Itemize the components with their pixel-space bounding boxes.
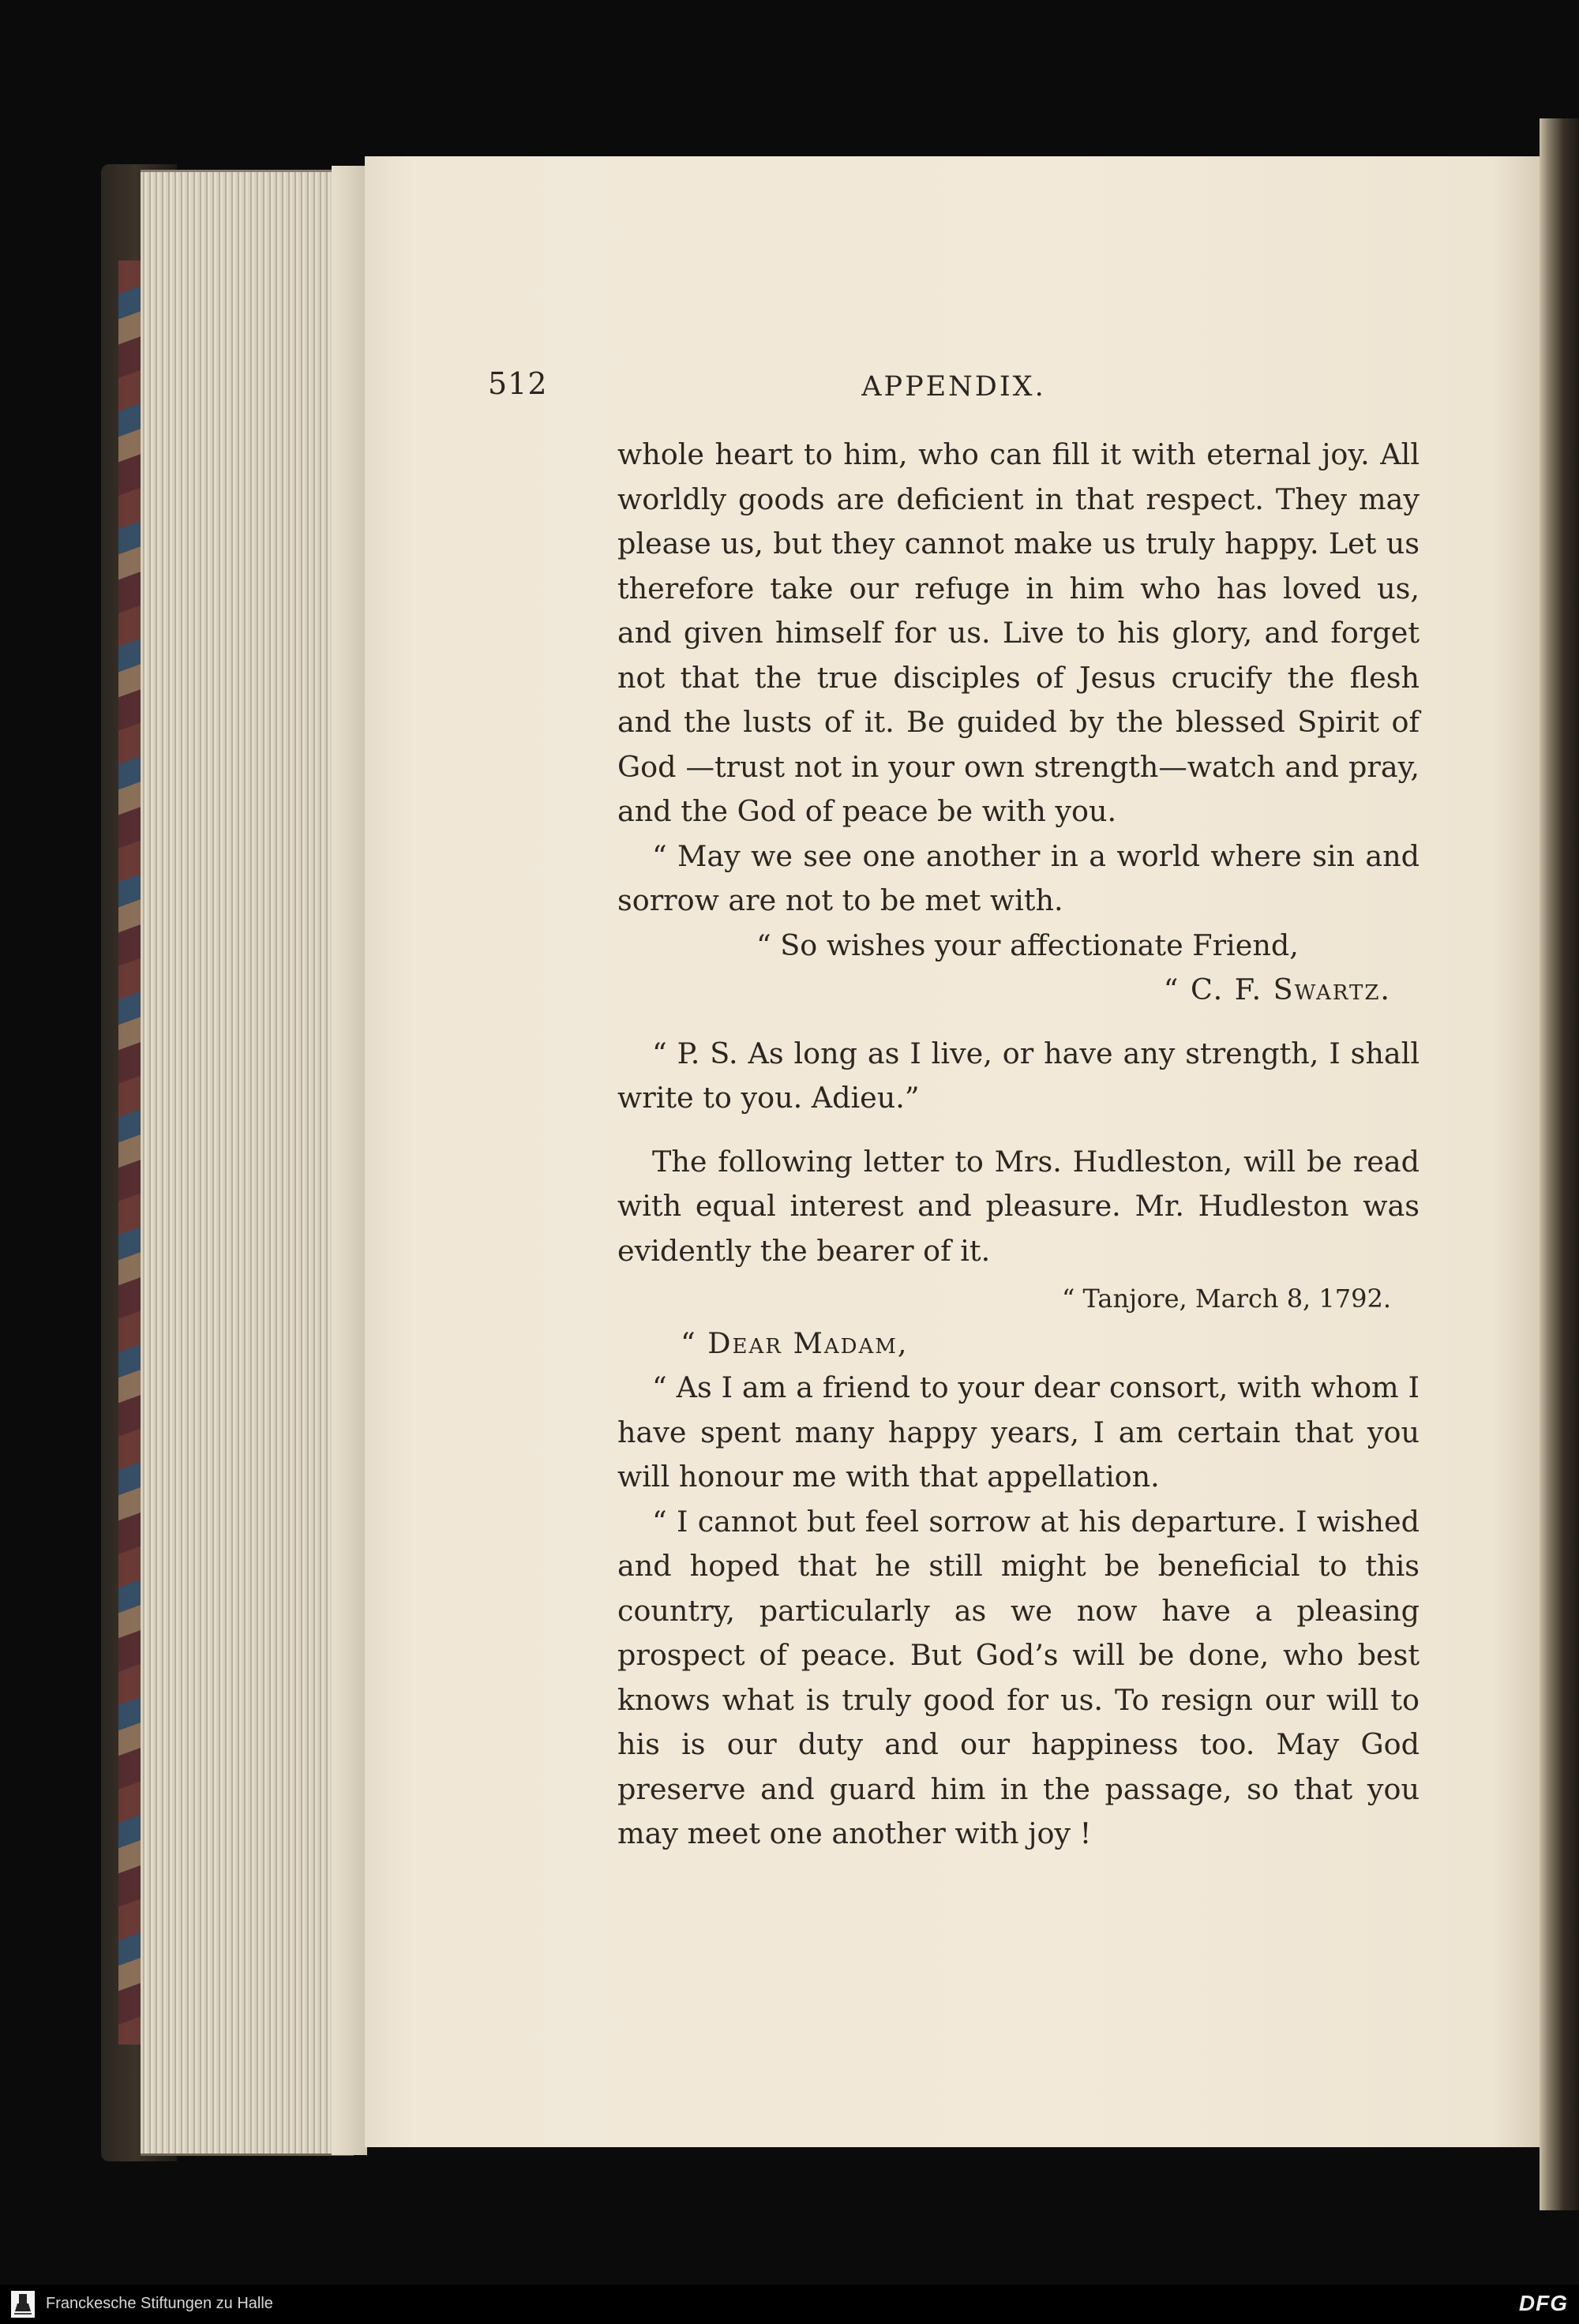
- paragraph: “ As I am a friend to your dear consort, with whom I have spent many happy years, I am certain that you will honour me with that appellation.: [617, 1370, 1420, 1494]
- page-gutter: [332, 166, 367, 2155]
- marbled-edge: [118, 261, 142, 2045]
- postscript: “ P. S. As long as I live, or have any strength, I shall write to you. Adieu.”: [617, 1036, 1420, 1115]
- running-head: [488, 366, 1420, 414]
- book-cover-right: [1540, 118, 1579, 2210]
- signature: “ C. F. Swartz.: [1163, 973, 1391, 1006]
- paragraph: The following letter to Mrs. Hudleston, will be read with equal interest and pleasure. Mr. Hudleston was evidently the bearer of it.: [617, 1144, 1420, 1268]
- page-stack-edge: [141, 170, 354, 2156]
- letter-dateline: “ Tanjore, March 8, 1792.: [1062, 1284, 1391, 1314]
- foundation-logo-icon: [11, 2291, 35, 2318]
- footer-bar: [0, 2285, 1579, 2324]
- paragraph: “ May we see one another in a world where sin and sorrow are not to be met with.: [617, 838, 1420, 917]
- paragraph: “ I cannot but feel sorrow at his departure. I wished and hoped that he still might be beneficial to this country, particularly as we now have a pleasing prospect of peace. But God’s will be done, who best knows what is truly good for us. To resign our will to his is our duty and our happiness too. May God preserve and guard him in the passage, so that you may meet one another with joy !: [617, 1504, 1420, 1850]
- page-text: [617, 433, 1420, 1857]
- page-number: 512: [488, 366, 548, 401]
- institution-name: Franckesche Stiftungen zu Halle: [46, 2295, 273, 2312]
- closing-salutation: “ So wishes your affectionate Friend,: [756, 928, 1299, 962]
- dfg-badge: DFG: [1518, 2291, 1568, 2315]
- page-header: APPENDIX.: [861, 371, 1046, 403]
- letter-salutation: “ Dear Madam,: [681, 1325, 909, 1360]
- paragraph: whole heart to him, who can fill it with eternal joy. All worldly goods are deficient in that respect. They may please us, but they cannot make us truly happy. Let us therefore take our refuge in him who has loved us, and given himself for us. Live to his glory, and forget not that the true disciples of Jesus crucify the flesh and the lusts of it. Be guided by the blessed Spirit of God —trust not in your own strength—watch and pray, and the God of peace be with you.: [617, 437, 1420, 828]
